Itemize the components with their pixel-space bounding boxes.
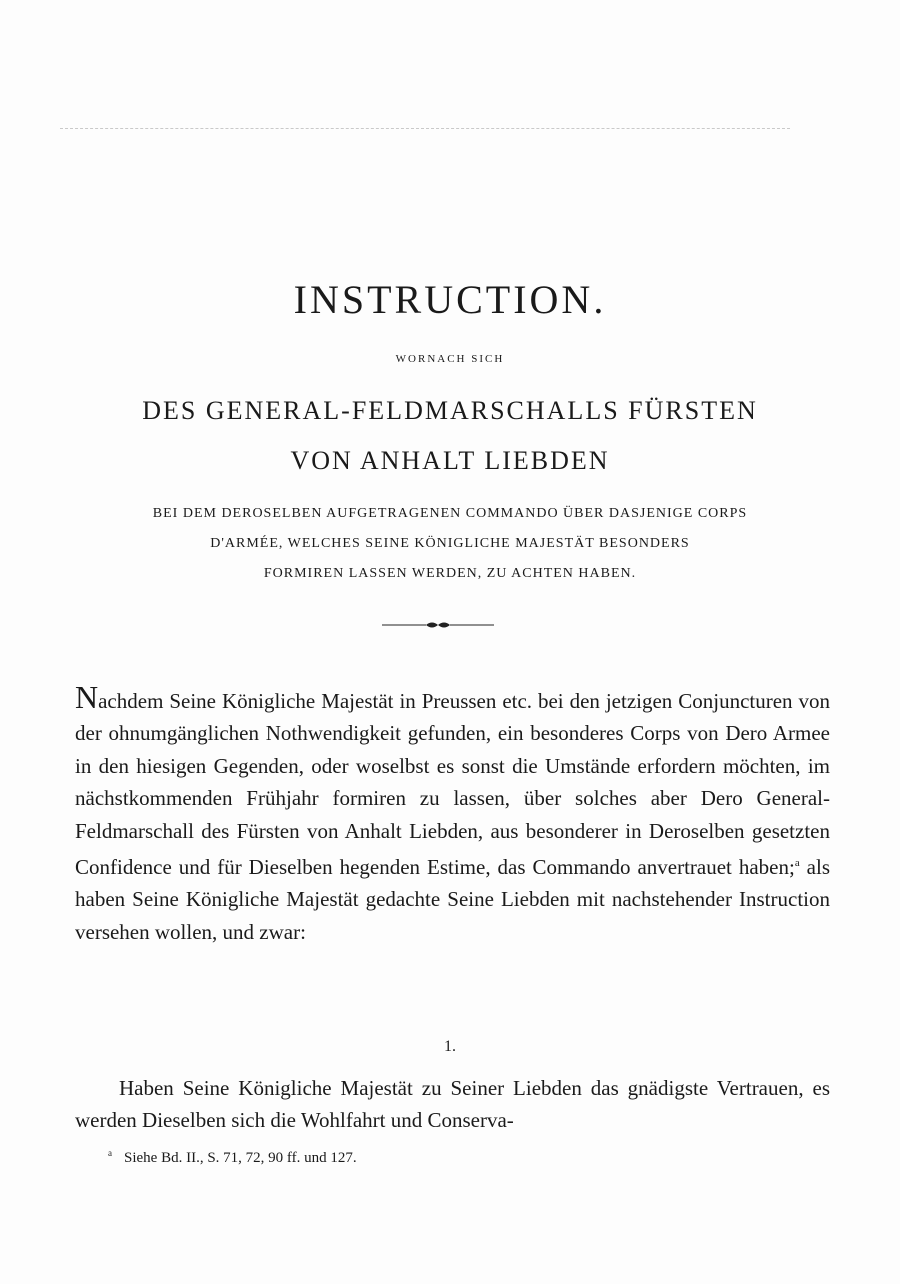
main-paragraph [75, 679, 831, 948]
footnote-text: Siehe Bd. II., S. 71, 72, 90 ff. und 127. [124, 1150, 357, 1166]
paragraph-text-part-2: als haben Seine Königliche Majestät gedachte Seine Liebden mit nachstehender Instruction versehen wollen, und zwar: [75, 855, 831, 944]
description-line-3: FORMIREN LASSEN WERDEN, ZU ACHTEN HABEN. [263, 566, 637, 581]
subtitle-line-2: VON ANHALT LIEBDEN [290, 446, 610, 475]
ornament-divider-icon [380, 618, 496, 632]
description-line-2: D'ARMÉE, WELCHES SEINE KÖNIGLICHE MAJESTÄT BESONDERS [210, 536, 690, 551]
subtitle-small: WORNACH SICH [395, 353, 505, 365]
paragraph-text-part-1: achdem Seine Königliche Majestät in Preussen etc. bei den jetzigen Conjuncturen von der ohnumgänglichen Nothwendigkeit gefunden, ein besonderes Corps von Dero Armee in den hiesigen Gegenden, oder woselbst es sonst die Umstände erfordern möchten, im nächstkommenden Frühjahr formiren zu lassen, über solches aber Dero General-Feldmarschall des Fürsten von Anhalt Liebden, aus besonderer in Deroselben gesetzten Confidence und für Dieselben hegenden Estime, das Commando anvertrauet haben; [75, 689, 830, 880]
footnote-marker: a [108, 1148, 112, 1158]
page-title: INSTRUCTION. [293, 277, 607, 322]
description-line-1: BEI DEM DEROSELBEN AUFGETRAGENEN COMMANDO ÜBER DASJENIGE CORPS [152, 506, 748, 521]
footnote-reference: a [794, 857, 800, 870]
subtitle-line-1: DES GENERAL-FELDMARSCHALLS FÜRSTEN [142, 396, 758, 425]
footnote [108, 1148, 357, 1167]
section-1-paragraph: Haben Seine Königliche Majestät zu Seiner Liebden das gnädigste Vertrauen, es werden Dieselben sich die Wohlfahrt und Conserva- [75, 1076, 830, 1133]
section-number: 1. [444, 1038, 456, 1055]
drop-cap: N [75, 679, 99, 715]
top-rule [60, 128, 790, 129]
